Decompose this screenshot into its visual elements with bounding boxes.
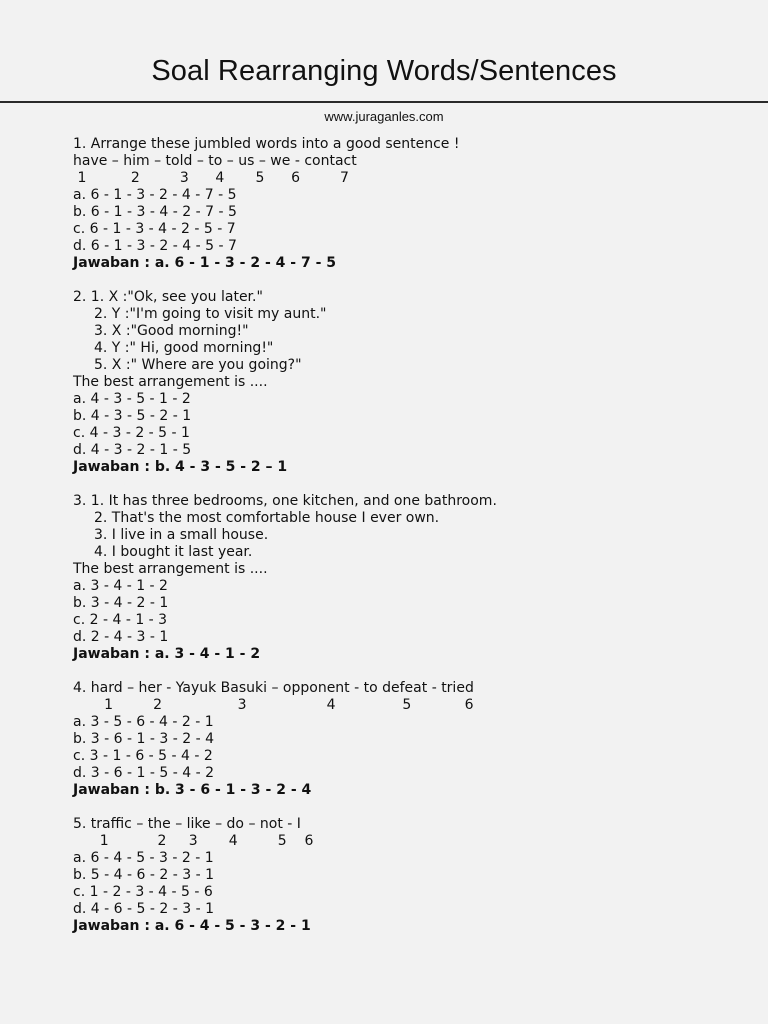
option-b: b. 5 - 4 - 6 - 2 - 3 - 1: [73, 867, 214, 883]
option-d: d. 4 - 6 - 5 - 2 - 3 - 1: [73, 901, 214, 917]
option-a: a. 3 - 4 - 1 - 2: [73, 578, 168, 594]
option-c: c. 3 - 1 - 6 - 5 - 4 - 2: [73, 748, 213, 764]
question-instruction: The best arrangement is ....: [73, 374, 268, 390]
answer-key: Jawaban : b. 3 - 6 - 1 - 3 - 2 - 4: [73, 782, 312, 798]
answer-key: Jawaban : a. 6 - 4 - 5 - 3 - 2 - 1: [73, 918, 311, 934]
option-a: a. 4 - 3 - 5 - 1 - 2: [73, 391, 191, 407]
option-b: b. 4 - 3 - 5 - 2 - 1: [73, 408, 192, 424]
question-3: [73, 493, 753, 663]
option-b: b. 3 - 4 - 2 - 1: [73, 595, 169, 611]
question-1: [73, 136, 753, 272]
option-c: c. 2 - 4 - 1 - 3: [73, 612, 168, 628]
answer-key: Jawaban : b. 4 - 3 - 5 - 2 – 1: [73, 459, 288, 475]
jumbled-words: have – him – told – to – us – we - contact: [73, 153, 357, 169]
option-d: d. 3 - 6 - 1 - 5 - 4 - 2: [73, 765, 214, 781]
option-b: b. 3 - 6 - 1 - 3 - 2 - 4: [73, 731, 214, 747]
dialogue-line: 3. X :"Good morning!": [94, 323, 249, 339]
option-c: c. 6 - 1 - 3 - 4 - 2 - 5 - 7: [73, 221, 236, 237]
question-prompt: 3. 1. It has three bedrooms, one kitchen, and one bathroom.: [73, 493, 497, 509]
word-numbers: 1 2 3 4 5 6: [73, 833, 314, 849]
word-numbers: 1 2 3 4 5 6 7: [73, 170, 349, 186]
sentence-line: 4. I bought it last year.: [94, 544, 253, 560]
question-4: [73, 680, 753, 799]
question-list: [73, 136, 753, 935]
option-c: c. 4 - 3 - 2 - 5 - 1: [73, 425, 190, 441]
answer-key: Jawaban : a. 3 - 4 - 1 - 2: [73, 646, 261, 662]
option-a: a. 3 - 5 - 6 - 4 - 2 - 1: [73, 714, 214, 730]
sentence-line: 3. I live in a small house.: [94, 527, 269, 543]
question-prompt: 4. hard – her - Yayuk Basuki – opponent - to defeat - tried: [73, 680, 474, 696]
site-url: www.juraganles.com: [324, 109, 444, 124]
option-c: c. 1 - 2 - 3 - 4 - 5 - 6: [73, 884, 213, 900]
title-divider: [0, 101, 768, 103]
option-b: b. 6 - 1 - 3 - 4 - 2 - 7 - 5: [73, 204, 237, 220]
word-numbers: 1 2 3 4 5 6: [73, 697, 474, 713]
question-5: [73, 816, 753, 935]
option-d: d. 2 - 4 - 3 - 1: [73, 629, 169, 645]
question-prompt: 5. traffic – the – like – do – not - I: [73, 816, 301, 832]
option-d: d. 4 - 3 - 2 - 1 - 5: [73, 442, 192, 458]
sentence-line: 2. That's the most comfortable house I ever own.: [94, 510, 440, 526]
dialogue-line: 4. Y :" Hi, good morning!": [94, 340, 274, 356]
page-title: Soal Rearranging Words/Sentences: [151, 55, 617, 87]
dialogue-line: 5. X :" Where are you going?": [94, 357, 302, 373]
option-a: a. 6 - 4 - 5 - 3 - 2 - 1: [73, 850, 214, 866]
question-prompt: 2. 1. X :"Ok, see you later.": [73, 289, 263, 305]
option-d: d. 6 - 1 - 3 - 2 - 4 - 5 - 7: [73, 238, 237, 254]
question-instruction: The best arrangement is ....: [73, 561, 268, 577]
question-prompt: 1. Arrange these jumbled words into a good sentence !: [73, 136, 460, 152]
dialogue-line: 2. Y :"I'm going to visit my aunt.": [94, 306, 327, 322]
answer-key: Jawaban : a. 6 - 1 - 3 - 2 - 4 - 7 - 5: [73, 255, 336, 271]
question-2: [73, 289, 753, 476]
option-a: a. 6 - 1 - 3 - 2 - 4 - 7 - 5: [73, 187, 237, 203]
